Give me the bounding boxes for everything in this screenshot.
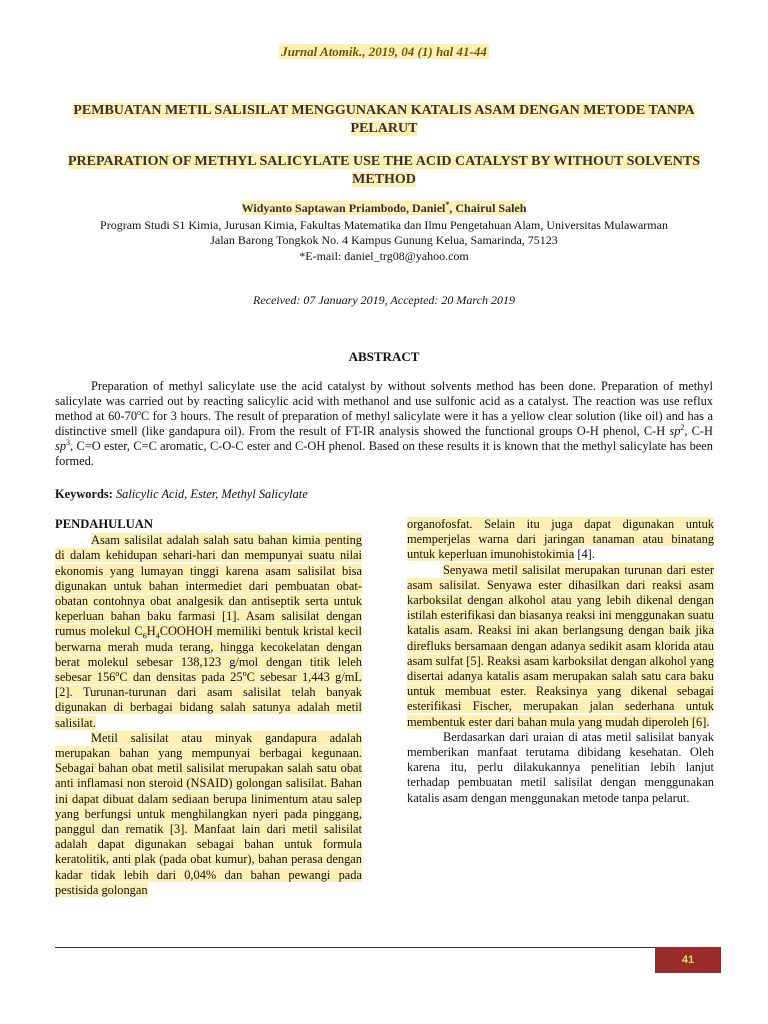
author-list (0, 201, 768, 216)
keywords-label: Keywords: (55, 487, 113, 501)
page-number: 41 (655, 947, 721, 973)
keywords-value: Salicylic Acid, Ester, Methyl Salicylate (115, 487, 308, 501)
contact-email: *E-mail: daniel_trg08@yahoo.com (299, 249, 469, 263)
author-names: Widyanto Saptawan Priambodo, Daniel (241, 201, 446, 215)
journal-citation: Jurnal Atomik., 2019, 04 (1) hal 41-44 (281, 44, 487, 59)
section-heading-pendahuluan: PENDAHULUAN (55, 517, 153, 531)
intro-paragraph-4: Senyawa metil salisilat merupakan turunan dari ester asam salisilat. Senyawa ester dihasilkan dari reaksi asam karboksilat dengan alkohol atau yang lebih dikenal dengan istilah esterifikasi dan biasanya reaksi ini menggunakan suatu katalis asam. Reaksi ini akan berlangsung dengan baik jika direfluks bersamaan dengan adanya sedikit asam klorida atau asam sulfat [5]. Reaksi asam karboksilat dengan alkohol yang disertai adanya katalis asam merupakan salah satu cara baku untuk membuat ester. Reaksinya yang dikenal sebagai esterifikasi Fischer, merupakan jalan sederhana untuk membentuk ester dari bahan mula yang mudah diperoleh [6]. (407, 562, 714, 729)
right-column (407, 517, 714, 806)
footer-rule (55, 947, 713, 948)
keywords (55, 487, 713, 502)
corresponding-mark: * (445, 200, 450, 209)
title-english-text: PREPARATION OF METHYL SALICYLATE USE THE ACID CATALYST BY WITHOUT SOLVENTS METHOD (68, 154, 700, 187)
abstract-heading: ABSTRACT (348, 349, 420, 364)
intro-paragraph-5: Berdasarkan dari uraian di atas metil salisilat banyak memberikan manfaat terutama dibidang kesehatan. Oleh karena itu, perlu dilakukannya penelitian lebih lanjut terhadap pembuatan metil salisilat dengan menggunakan katalis asam dengan menggunakan metode tanpa pelarut. (407, 729, 714, 805)
affiliation (40, 218, 728, 248)
title-indonesian (60, 102, 708, 138)
received-dates: Received: 07 January 2019, Accepted: 20 March 2019 (253, 293, 515, 307)
author-names-2: , Chairul Saleh (449, 201, 527, 215)
intro-paragraph-1: Asam salisilat adalah salah satu bahan kimia penting di dalam kehidupan sehari-hari dan mempunyai suatu nilai ekonomis yang lumayan tinggi karena asam salisilat bisa digunakan untuk bahan intermediet dari pembuatan obat-obatan contohnya obat analgesik dan antiseptik serta untuk keperluan bahan baku farmasi [1]. Asam salisilat dengan rumus molekul $C_6H_4COOHOH$ memiliki bentuk kristal kecil berwarna merah muda terang, hingga kecokelatan dengan berat molekul sebesar 138,123 g/mol dengan titik leleh sebesar 156$^o$C dan densitas pada 25$^o$C sebesar 1,443 g/mL [2]. Turunan-turunan dari asam salisilat telah banyak digunakan di berbagai bidang salah satunya adalah metil salisilat. (55, 533, 362, 730)
title-english (60, 153, 708, 189)
abstract-text: Preparation of methyl salicylate use the acid catalyst by without solvents method has been done. Preparation of methyl salicylate was carried out by reacting salicylic acid with methanol and use sulfonic acid as a catalyst. The reaction was use reflux method at 60-70$^o$C for 3 hours. The result of preparation of methyl salicylate were it has a yellow clear solution (like oil) and has a distinctive smell (like gandapura oil). From the result of FT-IR analysis showed the functional groups O-H phenol, C-H $sp^2$, C-H $sp^3$, C=O ester, C=C aromatic, C-O-C ester and C-OH phenol. Based on these results it is known that the methyl salicylate has been formed. (55, 379, 713, 469)
journal-header (0, 44, 768, 60)
affiliation-line-1: Program Studi S1 Kimia, Jurusan Kimia, Fakultas Matematika dan Ilmu Pengetahuan Alam, Universitas Mulawarman (100, 218, 668, 232)
title-indonesian-text: PEMBUATAN METIL SALISILAT MENGGUNAKAN KATALIS ASAM DENGAN METODE TANPA PELARUT (73, 103, 695, 136)
left-column (55, 517, 362, 898)
intro-paragraph-3: organofosfat. Selain itu juga dapat digunakan untuk memperjelas warna dari jaringan tanaman atau binatang untuk keperluan imunohistokimia [4]. (407, 517, 714, 562)
affiliation-line-2: Jalan Barong Tongkok No. 4 Kampus Gunung Kelua, Samarinda, 75123 (210, 233, 558, 247)
intro-paragraph-2: Metil salisilat atau minyak gandapura adalah merupakan bahan yang mempunyai berbagai kegunaan. Sebagai bahan obat metil salisilat merupakan salah satu obat anti inflamasi non steroid (NSAID) golongan salisilat. Bahan ini dapat dibuat dalam sediaan berupa linimentum atau salep yang berfungsi untuk menghilangkan nyeri pada pinggang, panggul dan rematik [3]. Manfaat lain dari metil salisilat adalah dapat digunakan sebagai bahan untuk formula keratolitik, anti plak (pada obat kumur), bahan perasa dengan kadar tidak lebih dari 0,04% dan bahan pewangi pada pestisida golongan (55, 730, 362, 897)
